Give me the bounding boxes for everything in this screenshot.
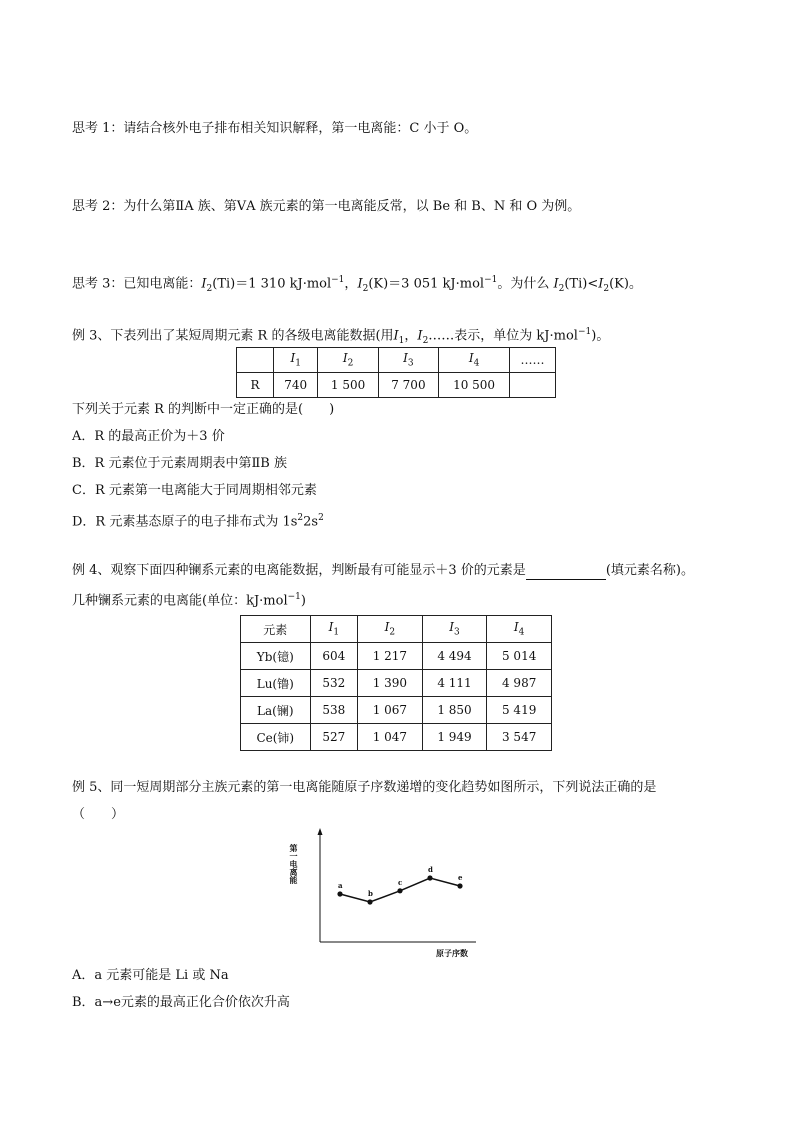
table-cell: 740 [274, 373, 318, 398]
option-a: A．R 的最高正价为＋3 价 [72, 429, 225, 444]
table-cell: 1 949 [422, 724, 487, 751]
data-point-c [397, 888, 402, 893]
point-label-c: c [398, 877, 403, 887]
table-cell: 4 987 [487, 670, 552, 697]
table-cell: 1 217 [358, 643, 423, 670]
option-c: C．R 元素第一电离能大于同周期相邻元素 [72, 483, 317, 498]
data-point-a [337, 891, 342, 896]
example-4-table [240, 615, 552, 751]
example-4-caption: 几种镧系元素的电离能(单位：kJ·mol$^{-1}$) [72, 592, 306, 609]
table-header: $I_1$ [310, 616, 358, 643]
point-label-a: a [338, 881, 343, 890]
table-cell: 604 [310, 643, 358, 670]
table-header: …… [510, 348, 556, 373]
example-3-intro: 例 3、下表列出了某短周期元素 R 的各级电离能数据(用$I_1$，$I_2\dots\dots$表示，单位为 kJ·mol$^{-1}$)。 [72, 327, 610, 346]
example-3-question: 下列关于元素 R 的判断中一定正确的是( ) [72, 402, 335, 417]
table-header: 元素 [241, 616, 311, 643]
table-cell: 1 500 [318, 373, 378, 398]
table-cell [510, 373, 556, 398]
table-cell: 4 494 [422, 643, 487, 670]
table-cell: 538 [310, 697, 358, 724]
table-cell: R [237, 373, 274, 398]
table-cell: 1 850 [422, 697, 487, 724]
table-cell: Ce(铈) [241, 724, 311, 751]
point-label-b: b [368, 889, 373, 898]
data-point-d [427, 875, 432, 880]
y-axis-arrow [318, 828, 323, 835]
table-cell: 4 111 [422, 670, 487, 697]
x-axis-label: 原子序数 [436, 948, 468, 958]
table-header: $I_3$ [378, 348, 438, 373]
option-b: B．R 元素位于元素周期表中第ⅡB 族 [72, 456, 287, 471]
table-cell: 1 047 [358, 724, 423, 751]
table-cell: 527 [310, 724, 358, 751]
think-3: 思考 3：已知电离能：$I_2(Ti)=1$ 310 kJ·mol$^{-1}$，$I_2(K)=3$ 051 kJ·mol$^{-1}$。为什么 $I_2(Ti)<I_2(K)$。 [72, 275, 642, 294]
data-point-b [367, 899, 372, 904]
table-header: $I_2$ [358, 616, 423, 643]
think-1: 思考 1：请结合核外电子排布相关知识解释，第一电离能：C 小于 O。 [72, 121, 478, 136]
table-cell: Yb(镱) [241, 643, 311, 670]
data-point-e [457, 883, 462, 888]
table-cell [237, 348, 274, 373]
option-5a: A．a 元素可能是 Li 或 Na [72, 968, 229, 983]
example-5-intro: 例 5、同一短周期部分主族元素的第一电离能随原子序数递增的变化趋势如图所示，下列说法正确的是 [72, 780, 657, 795]
example-4-intro: 例 4、观察下面四种镧系元素的电离能数据，判断最有可能显示＋3 价的元素是 (填元素名称)。 [72, 563, 694, 578]
table-cell: 5 419 [487, 697, 552, 724]
table-cell: 1 390 [358, 670, 423, 697]
example-5-paren: （ ） [72, 807, 125, 822]
table-cell: 5 014 [487, 643, 552, 670]
table-cell: 10 500 [439, 373, 510, 398]
table-cell: 532 [310, 670, 358, 697]
option-d: D．R 元素基态原子的电子排布式为 $1s^22s^2$ [72, 513, 324, 530]
table-header: $I_2$ [318, 348, 378, 373]
table-cell: 7 700 [378, 373, 438, 398]
table-header: $I_4$ [439, 348, 510, 373]
table-cell: 1 067 [358, 697, 423, 724]
example-3-table [236, 347, 556, 398]
y-axis-label: 第一电离能 [289, 844, 299, 884]
point-label-e: e [458, 873, 463, 882]
table-cell: 3 547 [487, 724, 552, 751]
table-header: $I_4$ [487, 616, 552, 643]
ionization-chart [288, 826, 488, 961]
answer-blank[interactable] [526, 565, 606, 580]
point-label-d: d [428, 865, 433, 874]
table-header: $I_1$ [274, 348, 318, 373]
table-cell: La(镧) [241, 697, 311, 724]
think-2: 思考 2：为什么第ⅡA 族、第ⅤA 族元素的第一电离能反常，以 Be 和 B、N 和 O 为例。 [72, 199, 581, 214]
option-5b: B．a→e元素的最高正化合价依次升高 [72, 995, 290, 1010]
table-header: $I_3$ [422, 616, 487, 643]
table-cell: Lu(镥) [241, 670, 311, 697]
